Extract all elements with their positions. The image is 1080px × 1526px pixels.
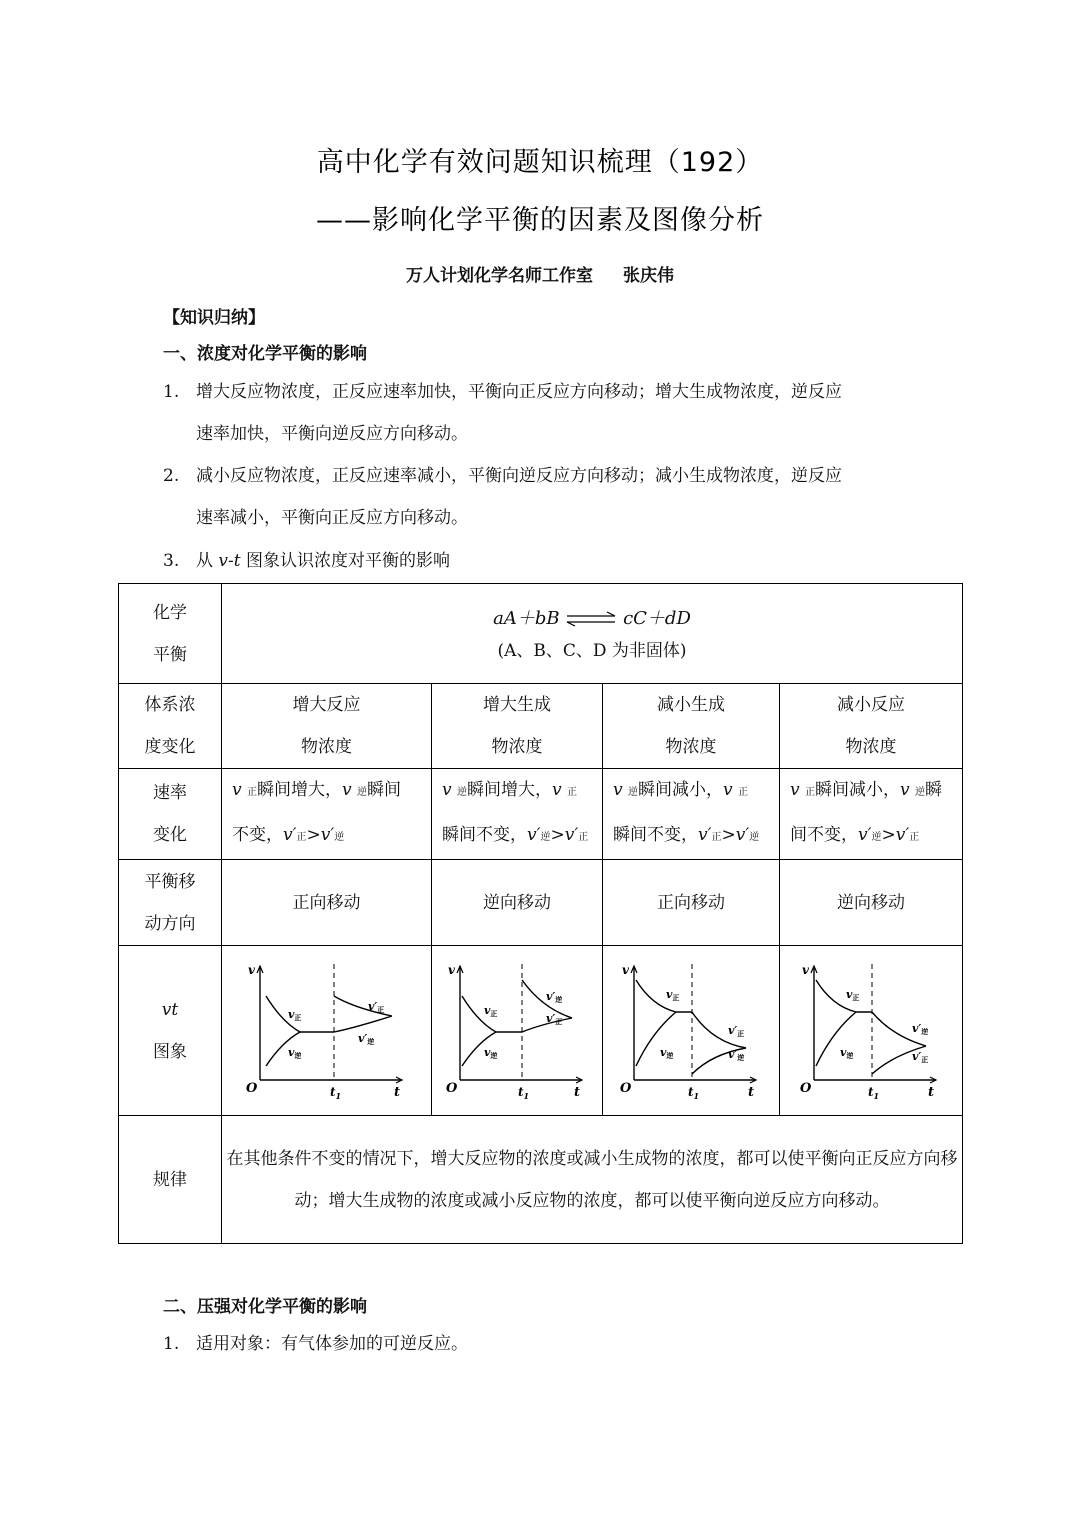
table-cell: 逆向移动: [432, 860, 603, 946]
rate-label-subscript: 正: [293, 1012, 301, 1022]
item-number: 1.: [163, 382, 180, 402]
concentration-table: [118, 583, 963, 1244]
rate-label: v′逆: [728, 1047, 745, 1062]
t1-label: $t_1$: [329, 1084, 341, 1101]
equilibrium-arrows-icon: [565, 611, 617, 627]
item-text: 适用对象：有气体参加的可逆反应。: [196, 1334, 468, 1354]
rate-label-subscript: 逆: [366, 1036, 374, 1046]
t1-subscript: 1: [335, 1090, 341, 1101]
rate-label: v′逆: [912, 1021, 929, 1036]
rate-curve: [816, 980, 929, 1046]
rate-label: v′逆: [357, 1031, 374, 1046]
t-axis-label: t: [393, 1084, 400, 1100]
rate-label: v逆: [660, 1045, 674, 1060]
table-cell: 增大生成 物浓度: [432, 684, 603, 769]
t-axis-label: t: [928, 1084, 935, 1100]
author-name: 张庆伟: [623, 266, 674, 286]
author-org: 万人计划化学名师工作室: [406, 266, 593, 286]
rate-label-subscript: 正: [376, 1004, 384, 1014]
rate-label: v′正: [367, 999, 384, 1014]
rate-label-subscript: 正: [490, 1008, 498, 1018]
v-axis-label: v: [448, 962, 455, 977]
table-row: [119, 1116, 963, 1244]
table-cell: 减小生成 物浓度: [603, 684, 780, 769]
rate-label: v逆: [287, 1045, 301, 1060]
rate-cell: v 正瞬间增大，v 逆瞬间 不变，v′正>v′逆: [222, 769, 432, 860]
table-cell: 减小反应 物浓度: [780, 684, 963, 769]
rate-label: v正: [484, 1003, 498, 1018]
vt-graph-3: [616, 956, 766, 1106]
rate-label-subscript: 正: [672, 992, 680, 1002]
rate-label-subscript: 逆: [293, 1050, 301, 1060]
t1-label: $t_1$: [868, 1084, 880, 1101]
rate-label-subscript: 逆: [555, 994, 563, 1004]
row-label: 规律: [119, 1116, 222, 1244]
rate-label: v′正: [546, 1011, 563, 1026]
rate-label-subscript: 正: [737, 1028, 745, 1038]
item-number: 1.: [163, 1334, 180, 1354]
rate-cell: v 逆瞬间减小，v 正 瞬间不变，v′正>v′逆: [603, 769, 780, 860]
t1-subscript: 1: [873, 1090, 880, 1101]
v-axis-label: v: [802, 962, 809, 977]
table-cell: 正向移动: [603, 860, 780, 946]
page-title: 高中化学有效问题知识梳理（192）: [316, 147, 764, 178]
rate-label: v正: [846, 987, 860, 1002]
rate-label: v′正: [912, 1049, 929, 1064]
vt-graph-cell: [222, 946, 432, 1116]
vt-term: v-t: [218, 551, 241, 571]
t1-subscript: 1: [523, 1090, 530, 1101]
table-row: [119, 860, 963, 946]
table-row: [119, 684, 963, 769]
rate-label-subscript: 逆: [921, 1026, 929, 1036]
table-cell: 逆向移动: [780, 860, 963, 946]
rule-text: 在其他条件不变的情况下，增大反应物的浓度或减小生成物的浓度，都可以使平衡向正反应方向移动；增大生成物的浓度或减小反应物的浓度，都可以使平衡向逆反应方向移动。: [222, 1116, 963, 1244]
rate-label: v正: [666, 987, 680, 1002]
list-item: 3. 从 v-t 图象认识浓度对平衡的影响: [163, 540, 943, 582]
table-row: [119, 584, 963, 684]
table-cell: 正向移动: [222, 860, 432, 946]
rate-label: v正: [287, 1007, 301, 1022]
v-axis-label: v: [622, 962, 629, 977]
rate-label-subscript: 逆: [666, 1050, 674, 1060]
item-number: 2.: [163, 466, 180, 486]
equation-note: (A、B、C、D 为非固体): [497, 640, 687, 661]
vt-graph-4: [796, 956, 946, 1106]
list-item: [163, 455, 943, 539]
item-number: 3.: [163, 551, 180, 571]
t1-label: $t_1$: [518, 1084, 530, 1101]
item-text-cont: 速率加快，平衡向逆反应方向移动。: [196, 424, 468, 444]
row-label: 速率 变化: [119, 769, 222, 860]
rate-curve: [462, 1032, 496, 1066]
rate-label-subscript: 逆: [846, 1050, 854, 1060]
t-axis-label: t: [574, 1084, 581, 1100]
origin-label: O: [245, 1080, 257, 1096]
vt-graph-1: [242, 956, 412, 1106]
page-subtitle: ——影响化学平衡的因素及图像分析: [316, 205, 764, 236]
rate-cell: v 正瞬间减小，v 逆瞬 间不变，v′逆>v′正: [780, 769, 963, 860]
section1-heading: 一、浓度对化学平衡的影响: [163, 344, 367, 364]
rate-label-subscript: 正: [852, 992, 860, 1002]
item-text-cont: 速率减小，平衡向正反应方向移动。: [196, 508, 468, 528]
rate-label: v逆: [840, 1045, 854, 1060]
rate-label-subscript: 正: [555, 1016, 563, 1026]
vt-graph-cell: [603, 946, 780, 1116]
section-label: 【知识归纳】: [163, 308, 265, 328]
row-label: 化学 平衡: [119, 584, 222, 684]
rate-label: v′正: [728, 1023, 745, 1038]
row-label: 平衡移 动方向: [119, 860, 222, 946]
item-text: 减小反应物浓度，正反应速率减小，平衡向逆反应方向移动；减小生成物浓度，逆反应: [196, 466, 842, 486]
rate-label: v′逆: [546, 989, 563, 1004]
t1-subscript: 1: [693, 1090, 700, 1101]
vt-graph-cell: [780, 946, 963, 1116]
author-line: [0, 261, 1080, 286]
origin-label: O: [620, 1080, 632, 1096]
t-axis-label: t: [748, 1084, 755, 1100]
section2-heading: 二、压强对化学平衡的影响: [163, 1297, 367, 1317]
item-text: 增大反应物浓度，正反应速率加快，平衡向正反应方向移动；增大生成物浓度，逆反应: [196, 382, 842, 402]
rate-label-subscript: 逆: [490, 1050, 498, 1060]
rate-label: v逆: [484, 1045, 498, 1060]
list-item: [163, 1323, 943, 1365]
table-row: [119, 769, 963, 860]
row-label: vt 图象: [119, 946, 222, 1116]
equation-cell: [222, 584, 963, 684]
vt-graph-cell: [432, 946, 603, 1116]
v-axis-label: v: [247, 962, 255, 977]
rate-cell: v 逆瞬间增大，v 正 瞬间不变，v′逆>v′正: [432, 769, 603, 860]
rate-label-subscript: 正: [921, 1054, 929, 1064]
row-label: 体系浓 度变化: [119, 684, 222, 769]
table-cell: 增大反应 物浓度: [222, 684, 432, 769]
list-item: [163, 371, 943, 455]
t1-label: $t_1$: [688, 1084, 700, 1101]
rate-label-subscript: 逆: [737, 1052, 745, 1062]
origin-label: O: [800, 1080, 812, 1096]
rate-curve: [266, 1032, 300, 1066]
reaction-equation: aA＋bB cC＋dD: [493, 607, 691, 629]
origin-label: O: [446, 1080, 458, 1096]
vt-graph-2: [442, 956, 592, 1106]
table-row: [119, 946, 963, 1116]
